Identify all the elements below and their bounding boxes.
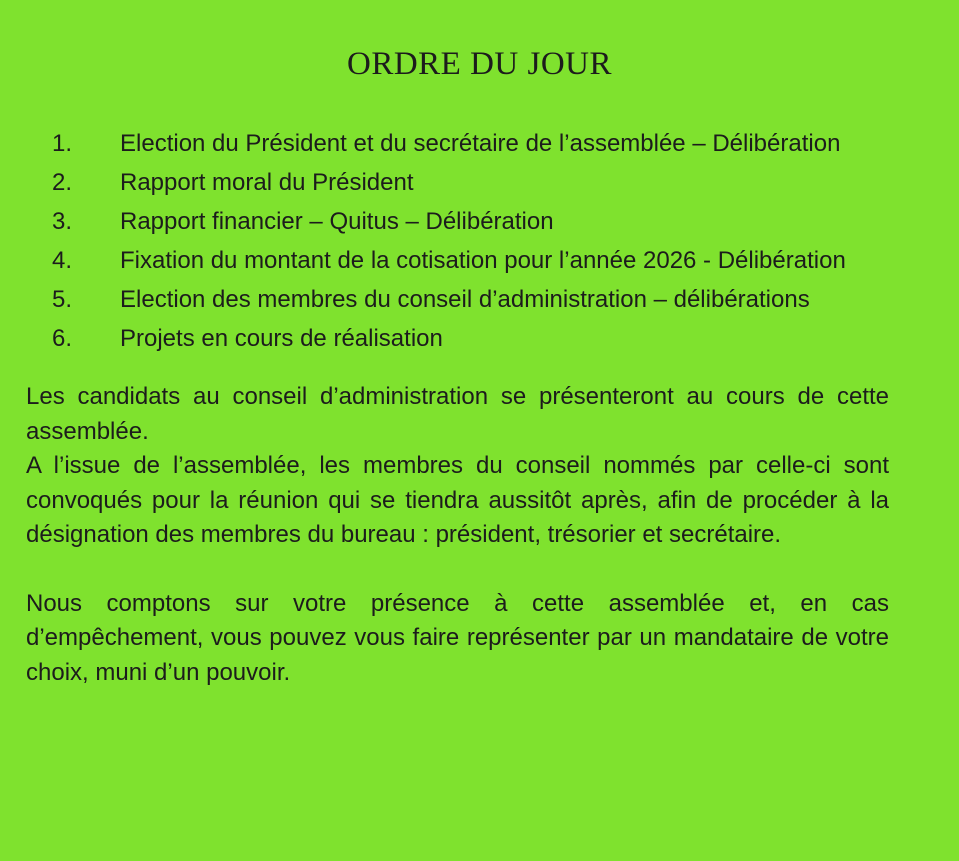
agenda-item-5 [26, 280, 889, 319]
agenda-item-2 [26, 163, 889, 202]
agenda-item-number: 4. [52, 247, 73, 274]
agenda-item-number: 5. [52, 286, 73, 313]
agenda-item-6 [26, 319, 889, 358]
agenda-item-4 [26, 241, 889, 280]
agenda-item-text: Rapport financier – Quitus – Délibération [120, 208, 554, 235]
agenda-item-3 [26, 202, 889, 241]
agenda-item-number: 6. [52, 325, 73, 352]
agenda-item-text: Rapport moral du Président [120, 169, 414, 196]
agenda-item-text: Election du Président et du secrétaire de l’assemblée – Délibération [120, 130, 841, 157]
agenda-item-1 [26, 124, 889, 163]
paragraph-presence: Nous comptons sur votre présence à cette assemblée et, en cas d’empêchement, vous pouvez vous faire représenter par un mandataire de votre choix, muni d’un pouvoir. [26, 589, 889, 686]
agenda-item-text: Projets en cours de réalisation [120, 325, 443, 352]
agenda-item-text: Fixation du montant de la cotisation pour l’année 2026 - Délibération [120, 247, 846, 274]
paragraph-candidates: Les candidats au conseil d’administration se présenteront au cours de cette assemblée. [26, 383, 889, 445]
page-title: ORDRE DU JOUR [346, 46, 613, 82]
agenda-item-number: 2. [52, 169, 73, 196]
paragraph-convocation: A l’issue de l’assemblée, les membres du conseil nommés par celle-ci sont convoqués pour la réunion qui se tiendra aussitôt après, afin de procéder à la désignation des membres du bureau : président, trésorier et secrétaire. [26, 452, 889, 548]
agenda-item-number: 3. [52, 208, 73, 235]
agenda-list [26, 124, 889, 358]
agenda-item-text: Election des membres du conseil d’administration – délibérations [120, 286, 810, 313]
agenda-item-number: 1. [52, 130, 73, 157]
